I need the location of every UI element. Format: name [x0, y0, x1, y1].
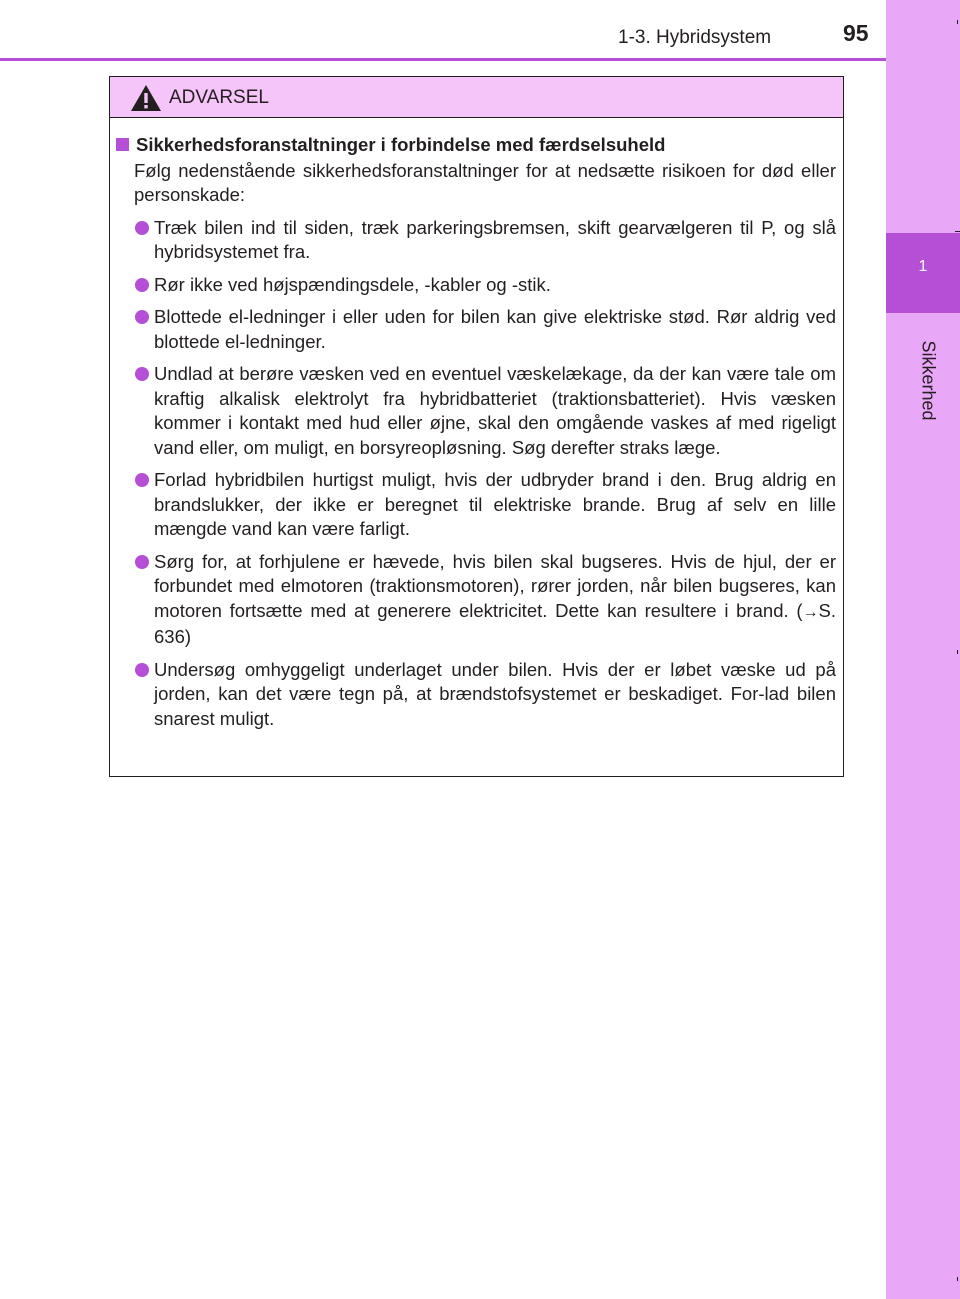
list-item — [116, 273, 836, 298]
list-item-text: Undlad at berøre væsken ved en eventuel væskelækage, da der kan være tale om kraftig alkalisk elektrolyt fra hybridbatteriet (traktionsbatteriet). Hvis væsken kommer i kontakt med hud eller øjne, skal den omgående vaskes af med rigeligt vand eller, om muligt, en borsyreopløsning. Søg derefter straks læge. — [154, 363, 836, 458]
page-reference[interactable]: S. 636) — [154, 599, 836, 647]
list-item — [116, 305, 836, 354]
square-bullet-icon — [116, 138, 129, 151]
list-item-text: Sørg for, at forhjulene er hævede, hvis bilen skal bugseres. Hvis de hjul, der er forbundet med elmotoren (traktionsmotoren), rører jorden, når bilen bugseres, kan motoren fortsætte med at generere elektricitet. Dette kan resultere i brand. ( — [154, 550, 836, 621]
warning-heading-text: Sikkerhedsforanstaltninger i forbindelse med færdselsuheld — [136, 134, 666, 155]
list-item — [116, 468, 836, 542]
crop-mark — [957, 1277, 958, 1281]
chapter-label-wrap — [903, 325, 943, 455]
list-item-text: Forlad hybridbilen hurtigst muligt, hvis der udbryder brand i den. Brug aldrig en brandslukker, der ikke er beregnet til elektriske brande. Brug af selv en lille mængde vand kan være farligt. — [154, 469, 836, 539]
chapter-number-box — [886, 233, 960, 313]
circle-bullet-icon — [135, 278, 149, 292]
chapter-side-tab — [886, 0, 960, 1299]
header-rule — [0, 58, 886, 61]
warning-header — [110, 77, 843, 118]
chapter-label: Sikkerhed — [918, 340, 939, 421]
list-item — [116, 658, 836, 732]
warning-intro: Følg nedenstående sikkerhedsforanstaltninger for at nedsætte risikoen for død eller personskade: — [134, 159, 836, 205]
chapter-number: 1 — [918, 258, 928, 275]
warning-triangle-icon — [130, 84, 162, 112]
crop-mark — [957, 650, 958, 654]
list-item-text: Undersøg omhyggeligt underlaget under bilen. Hvis der er løbet væske ud på jorden, kan det være tegn på, at brændstofsystemet er beskadiget. For-lad bilen snarest muligt. — [154, 658, 836, 729]
list-item — [116, 216, 836, 265]
list-item — [116, 550, 836, 650]
circle-bullet-icon — [135, 555, 149, 569]
warning-title: ADVARSEL — [169, 87, 269, 108]
crop-mark — [955, 231, 960, 232]
page-number: 95 — [843, 20, 869, 46]
list-item-text: Træk bilen ind til siden, træk parkeringsbremsen, skift gearvælgeren til P, og slå hybridsystemet fra. — [154, 216, 836, 262]
warning-content — [116, 133, 836, 739]
crop-mark — [957, 20, 958, 24]
warning-heading — [116, 133, 836, 158]
list-item — [116, 362, 836, 460]
circle-bullet-icon — [135, 663, 149, 677]
circle-bullet-icon — [135, 473, 149, 487]
list-item-text: Rør ikke ved højspændingsdele, -kabler og -stik. — [154, 273, 551, 295]
circle-bullet-icon — [135, 310, 149, 324]
warning-box — [109, 76, 844, 777]
arrow-right-icon: → — [802, 603, 819, 621]
circle-bullet-icon — [135, 221, 149, 235]
circle-bullet-icon — [135, 367, 149, 381]
section-title: 1-3. Hybridsystem — [618, 27, 772, 48]
list-item-text: Blottede el-ledninger i eller uden for bilen kan give elektriske stød. Rør aldrig ved blottede el-ledninger. — [154, 306, 836, 352]
